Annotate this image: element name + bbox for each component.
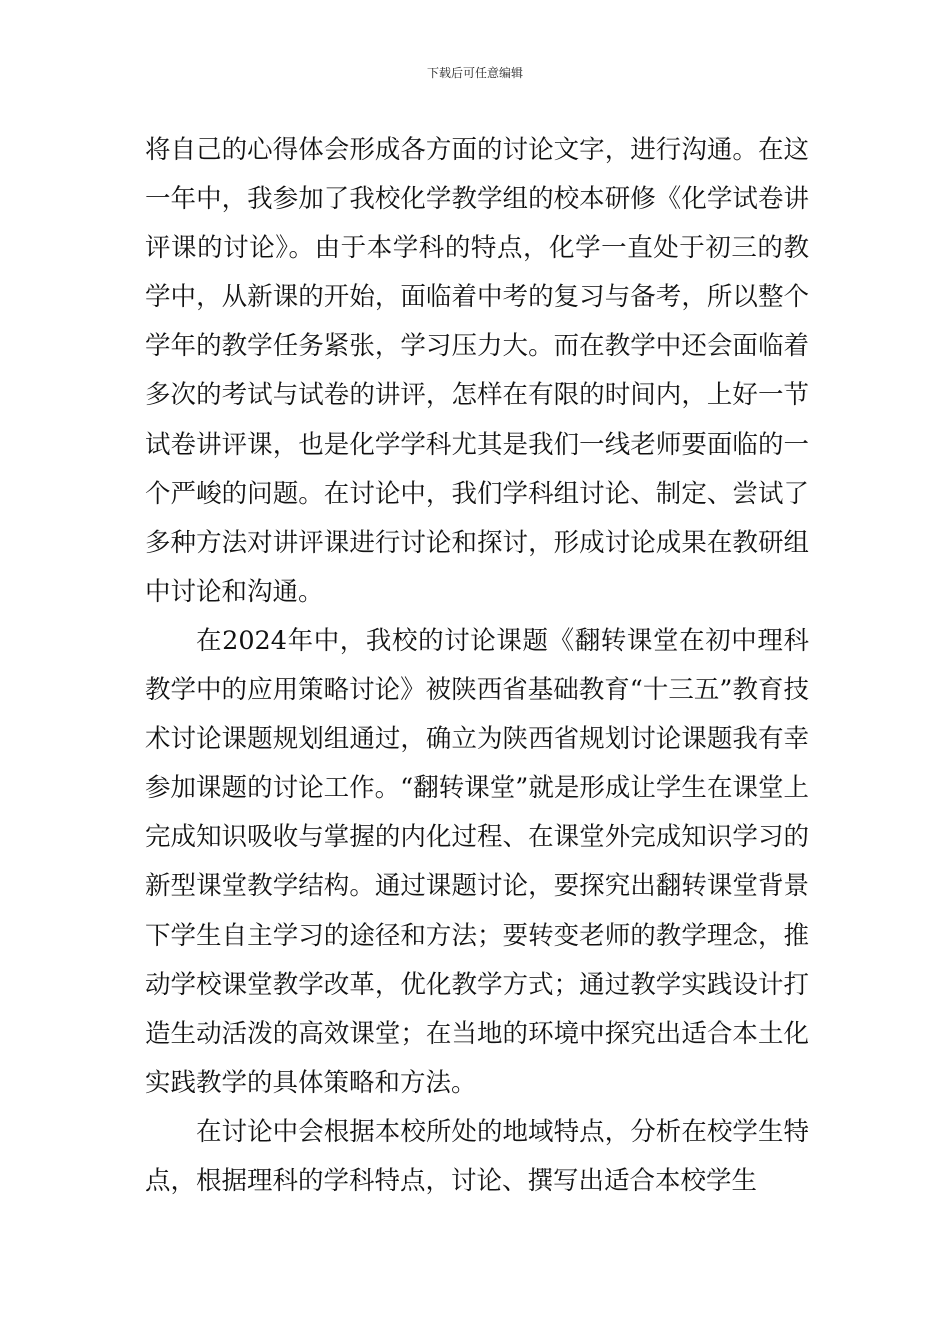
paragraph-3: 在讨论中会根据本校所处的地域特点，分析在校学生特点，根据理科的学科特点，讨论、撰写出适合本校学生 [145, 1116, 809, 1196]
paragraph-2: 在2024年中，我校的讨论课题《翻转课堂在初中理科教学中的应用策略讨论》被陕西省基础教育“十三五”教育技术讨论课题规划组通过，确立为陕西省规划讨论课题我有幸参加课题的讨论工作。“翻转课堂”就是形成让学生在课堂上完成知识吸收与掌握的内化过程、在课堂外完成知识学习的新型课堂教学结构。通过课题讨论，要探究出翻转课堂背景下学生自主学习的途径和方法；要转变老师的教学理念，推动学校课堂教学改革，优化教学方式；通过教学实践设计打造生动活泼的高效课堂；在当地的环境中探究出适合本土化实践教学的具体策略和方法。 [145, 625, 809, 1098]
paragraph-1: 将自己的心得体会形成各方面的讨论文字，进行沟通。在这一年中，我参加了我校化学教学组的校本研修《化学试卷讲评课的讨论》。由于本学科的特点，化学一直处于初三的教学中，从新课的开始，面临着中考的复习与备考，所以整个学年的教学任务紧张，学习压力大。而在教学中还会面临着多次的考试与试卷的讲评，怎样在有限的时间内，上好一节试卷讲评课，也是化学学科尤其是我们一线老师要面临的一个严峻的问题。在讨论中，我们学科组讨论、制定、尝试了多种方法对讲评课进行讨论和探讨，形成讨论成果在教研组中讨论和沟通。 [145, 135, 809, 607]
document-body [145, 126, 809, 1206]
page-header: 下载后可任意编辑 [426, 66, 523, 80]
